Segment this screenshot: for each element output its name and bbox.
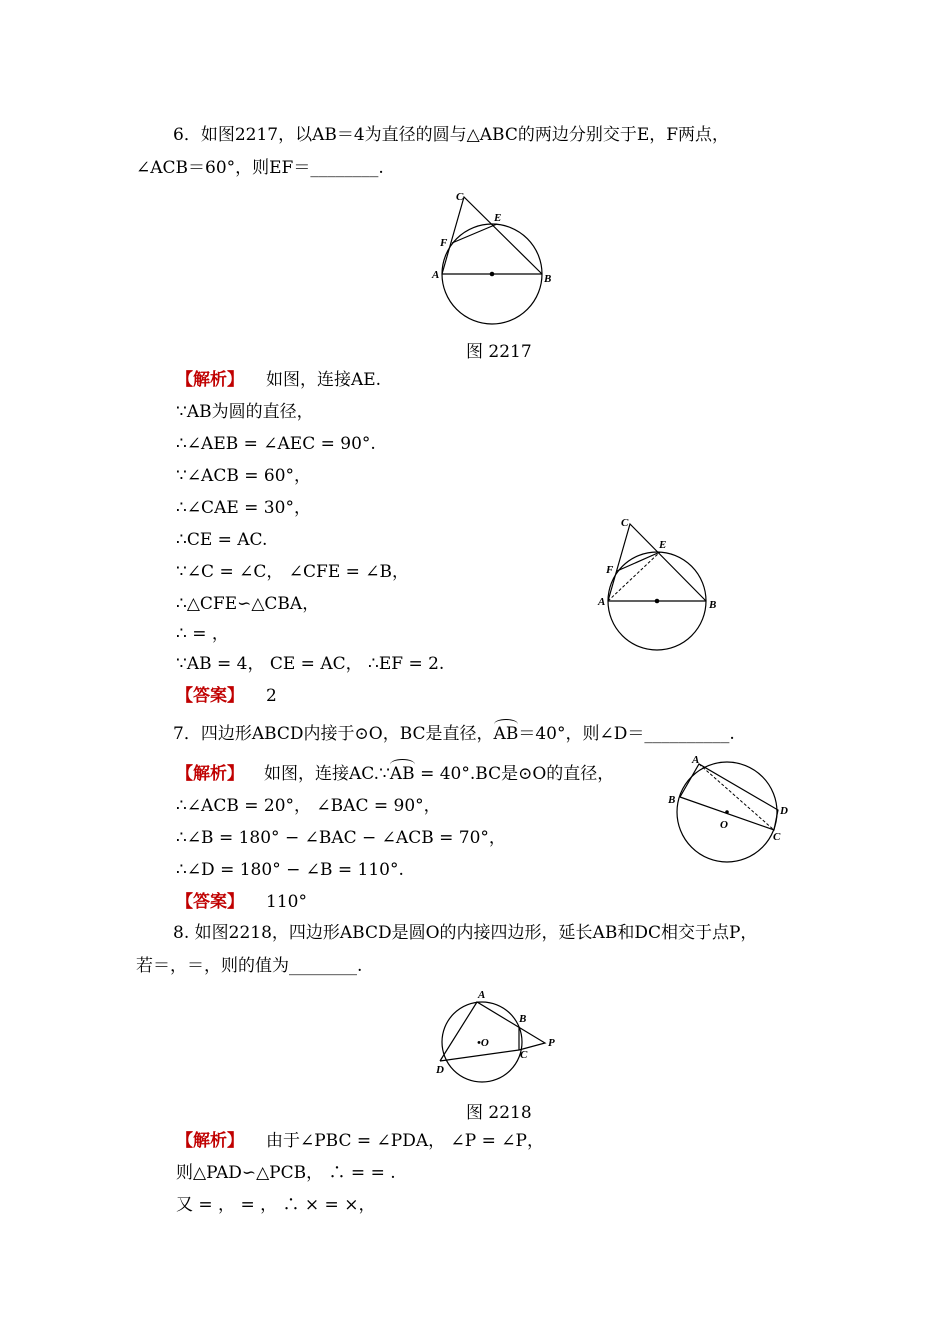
q6-analysis-line-8: ∴ = ， (176, 624, 229, 644)
q6-analysis-line-7: ∴△CFE∽△CBA， (176, 594, 320, 614)
fig2218-caption: 图 2218 (466, 1103, 532, 1123)
fig-q7-label-O: O (720, 819, 728, 831)
q7-stem-arc: AB (493, 724, 519, 744)
fig2217-label-E: E (494, 212, 502, 224)
q8-analysis-line-2: 又 = ， = ， ∴ × = ×， (176, 1195, 376, 1215)
fig-q7-label-D: D (780, 805, 788, 817)
q8-stem-line2: 若＝，＝，则的值为________. (136, 956, 363, 976)
q7-analysis-line-3: ∴∠D = 180° − ∠B = 110°. (176, 860, 404, 880)
q8-analysis-text-0: 由于∠PBC = ∠PDA， ∠P = ∠P， (266, 1131, 544, 1151)
q8-analysis-tag: 【解析】 (176, 1131, 244, 1151)
fig2218-label-P: P (548, 1037, 555, 1049)
q6-analysis-tag: 【解析】 (176, 370, 244, 390)
q6-analysis-line-4: ∴∠CAE = 30°， (176, 498, 311, 518)
q6-analysis-line-3: ∵∠ACB = 60°， (176, 466, 312, 486)
q7-answer-tag: 【答案】 (176, 892, 244, 912)
q8-analysis-line-1: 则△PAD∽△PCB， ∴ = = . (176, 1163, 396, 1183)
fig-q6-analysis-ef (617, 552, 660, 571)
q6-analysis-text-0: 如图，连接AE. (266, 370, 382, 390)
q7-analysis-prefix: 如图，连接AC.∵ (264, 764, 390, 784)
fig2218-label-O: •O (477, 1037, 489, 1049)
q7-analysis-line-2: ∴∠B = 180° − ∠BAC − ∠ACB = 70°， (176, 828, 506, 848)
q6-answer-line (176, 685, 277, 707)
q7-analysis-tag: 【解析】 (176, 764, 244, 784)
fig-q6-analysis-ae (608, 552, 660, 601)
q6-analysis-line-5: ∴CE = AC. (176, 530, 268, 550)
fig2217-triangle (442, 197, 542, 274)
q7-answer-line (176, 891, 307, 913)
fig2217-center (490, 272, 495, 277)
fig2217-label-C: C (456, 191, 464, 203)
fig2217-label-A: A (432, 269, 440, 281)
q6-stem-line1: 6．如图2217，以AB＝4为直径的圆与△ABC的两边分别交于E，F两点， (173, 125, 730, 145)
fig-q7-ac (699, 764, 774, 830)
q6-analysis-line-1: ∵AB为圆的直径， (176, 402, 314, 422)
fig2218-label-A: A (478, 989, 486, 1001)
fig2218-lines (440, 1002, 545, 1061)
q6-analysis-line-0 (176, 369, 381, 391)
fig-q7-label-B: B (668, 794, 676, 806)
q7-analysis-line-0 (176, 763, 614, 785)
q8-stem-line1: 8. 如图2218，四边形ABCD是圆O的内接四边形，延长AB和DC相交于点P， (173, 923, 758, 943)
fig2218-label-C: C (520, 1049, 528, 1061)
q7-analysis-line-1: ∴∠ACB = 20°， ∠BAC = 90°， (176, 796, 441, 816)
q7-stem (173, 723, 735, 745)
fig-q7-center (725, 810, 729, 814)
fig2218-label-D: D (436, 1064, 444, 1076)
fig2217-label-B: B (544, 273, 552, 285)
fig2217-label-F: F (440, 237, 448, 249)
fig-q6-analysis-label-B: B (709, 599, 717, 611)
fig-q6-analysis-label-A: A (598, 596, 606, 608)
q7-analysis-arc: AB (389, 764, 415, 784)
q7-analysis-suffix: = 40°.BC是⊙O的直径， (414, 764, 615, 784)
q6-analysis-line-2: ∴∠AEB = ∠AEC = 90°. (176, 434, 376, 454)
fig-q6-analysis-triangle (608, 524, 706, 601)
fig2218-label-B: B (519, 1013, 527, 1025)
fig2217-caption: 图 2217 (466, 342, 532, 362)
fig-q6-analysis-label-F: F (606, 564, 614, 576)
fig-q6-analysis-center (655, 599, 660, 604)
q6-analysis-line-9: ∵AB = 4， CE = AC， ∴EF = 2. (176, 654, 445, 674)
fig-q6-analysis-label-E: E (659, 539, 667, 551)
q6-answer-value: 2 (266, 686, 277, 706)
q6-answer-tag: 【答案】 (176, 686, 244, 706)
fig-q7-label-A: A (692, 754, 700, 766)
fig-q6-analysis-label-C: C (621, 517, 629, 529)
q7-stem-prefix: 7．四边形ABCD内接于⊙O，BC是直径， (173, 724, 494, 744)
q6-analysis-line-6: ∵∠C = ∠C， ∠CFE = ∠B， (176, 562, 410, 582)
q6-stem-line2: ∠ACB＝60°，则EF＝________. (136, 158, 384, 178)
fig-q7-label-C: C (773, 831, 781, 843)
q8-analysis-line-0 (176, 1130, 544, 1152)
q7-answer-value: 110° (266, 892, 307, 912)
q7-stem-suffix: ＝40°，则∠D＝__________. (518, 724, 735, 744)
